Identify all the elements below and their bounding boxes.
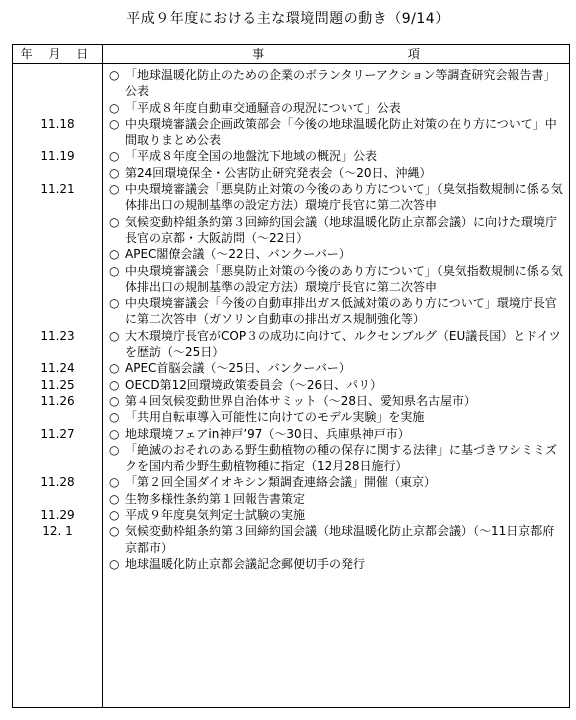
row-event xyxy=(109,426,565,442)
table-row xyxy=(13,556,569,572)
bullet-icon: ○ xyxy=(109,556,120,571)
event-text: 生物多様性条約第１回報告書策定 xyxy=(125,491,306,506)
row-event xyxy=(109,474,565,490)
table-row xyxy=(13,377,569,393)
event-text: 大木環境庁長官がCOP３の成功に向けて、ルクセンブルグ（EU議長国）とドイツを歴訪（〜25日） xyxy=(125,328,561,360)
event-text: 中央環境審議会「今後の自動車排出ガス低減対策のあり方について」環境庁長官に第二次答申（ガソリン自動車の排出ガス規制強化等） xyxy=(125,296,557,327)
header-event: 事 項 xyxy=(252,47,420,61)
row-date: 11.26 xyxy=(40,393,75,408)
bullet-icon: ○ xyxy=(109,149,120,164)
table-body xyxy=(13,64,569,572)
bullet-icon: ○ xyxy=(109,524,120,539)
table-row xyxy=(13,393,569,409)
bullet-icon: ○ xyxy=(109,263,120,278)
table-row xyxy=(13,507,569,523)
row-event xyxy=(109,442,565,475)
table-row xyxy=(13,360,569,376)
event-text: 中央環境審議会「悪臭防止対策の今後のあり方について」（臭気指数規制に係る気体排出口の規制基準の設定方法）環境庁長官に第二次答申 xyxy=(125,182,563,213)
bullet-icon: ○ xyxy=(109,491,120,506)
event-text: 「共用自転車導入可能性に向けてのモデル実験」を実施 xyxy=(125,410,425,425)
header-date: 年 月 日 xyxy=(20,47,95,61)
table-row xyxy=(13,474,569,490)
bullet-icon: ○ xyxy=(109,328,120,343)
event-text: APEC首脳会議（〜25日、バンクーバー） xyxy=(125,361,351,376)
row-date: 11.24 xyxy=(40,361,75,376)
table-row xyxy=(13,116,569,149)
row-event xyxy=(109,491,565,507)
event-text: 気候変動枠組条約第３回締約国会議（地球温暖化防止京都会議）（〜11日京都府京都市） xyxy=(125,524,555,555)
row-date: 11.25 xyxy=(40,377,75,392)
bullet-icon: ○ xyxy=(109,508,120,523)
row-event xyxy=(109,507,565,523)
table-row xyxy=(13,426,569,442)
event-text: 「地球温暖化防止のための企業のボランタリーアクション等調査研究会報告書」公表 xyxy=(125,68,556,99)
table-row xyxy=(13,409,569,425)
row-event xyxy=(109,409,565,425)
event-text: 気候変動枠組条約第３回締約国会議（地球温暖化防止京都会議）に向けた環境庁長官の京都・大阪訪問（〜22日） xyxy=(125,214,558,245)
row-event xyxy=(109,165,565,181)
event-text: APEC閣僚会議（〜22日、バンクーバー） xyxy=(125,247,351,262)
event-text: 「第２回全国ダイオキシン類調査連絡会議」開催（東京） xyxy=(125,475,436,490)
row-date: 11.27 xyxy=(40,426,75,441)
table-row xyxy=(13,328,569,361)
row-event xyxy=(109,377,565,393)
bullet-icon: ○ xyxy=(109,475,120,490)
table-row xyxy=(13,100,569,116)
table-row xyxy=(13,263,569,296)
row-date: 11.21 xyxy=(40,182,75,197)
row-event xyxy=(109,556,565,572)
row-event xyxy=(109,523,565,556)
bullet-icon: ○ xyxy=(109,247,120,262)
row-event xyxy=(109,214,565,247)
row-event xyxy=(109,181,565,214)
row-event xyxy=(109,263,565,296)
event-text: 地球温暖化防止京都会議記念郵便切手の発行 xyxy=(125,556,366,571)
table-row xyxy=(13,214,569,247)
bullet-icon: ○ xyxy=(109,100,120,115)
row-date: 11.23 xyxy=(40,328,75,343)
bullet-icon: ○ xyxy=(109,296,120,311)
event-text: 中央環境審議会「悪臭防止対策の今後のあり方について」（臭気指数規制に係る気体排出口の規制基準の設定方法）環境庁長官に第二次答申 xyxy=(125,263,563,294)
bullet-icon: ○ xyxy=(109,182,120,197)
bullet-icon: ○ xyxy=(109,165,120,180)
event-text: OECD第12回環境政策委員会（〜26日、パリ） xyxy=(125,377,383,392)
row-event xyxy=(109,148,565,164)
row-event xyxy=(109,100,565,116)
row-event xyxy=(109,328,565,361)
bullet-icon: ○ xyxy=(109,442,120,457)
row-event xyxy=(109,393,565,409)
table-row xyxy=(13,165,569,181)
table-row xyxy=(13,148,569,164)
table-row xyxy=(13,523,569,556)
row-event xyxy=(109,295,565,328)
table-row xyxy=(13,246,569,262)
bullet-icon: ○ xyxy=(109,393,120,408)
table-row xyxy=(13,491,569,507)
bullet-icon: ○ xyxy=(109,410,120,425)
event-text: 中央環境審議会企画政策部会「今後の地球温暖化防止対策の在り方について」中間取りまとめ公表 xyxy=(125,116,557,148)
row-event xyxy=(109,360,565,376)
row-date: 11.28 xyxy=(40,475,75,490)
event-text: 第４回気候変動世界自治体サミット（〜28日、愛知県名古屋市） xyxy=(125,393,477,408)
row-date: 12. 1 xyxy=(42,524,73,539)
bullet-icon: ○ xyxy=(109,426,120,441)
row-event xyxy=(109,246,565,262)
row-date: 11.18 xyxy=(40,116,75,131)
event-text: 地球環境フェアin神戸’97（〜30日、兵庫県神戸市） xyxy=(125,426,410,441)
bullet-icon: ○ xyxy=(109,214,120,229)
event-text: 「絶滅のおそれのある野生動植物の種の保存に関する法律」に基づきワシミミズクを国内希少野生動植物種に指定（12月28日施行） xyxy=(125,442,558,474)
bullet-icon: ○ xyxy=(109,68,120,82)
row-date: 11.29 xyxy=(40,508,75,523)
bullet-icon: ○ xyxy=(109,361,120,376)
event-text: 平成９年度臭気判定士試験の実施 xyxy=(125,508,306,523)
bullet-icon: ○ xyxy=(109,116,120,131)
bullet-icon: ○ xyxy=(109,377,120,392)
row-date: 11.19 xyxy=(40,149,75,164)
table-row xyxy=(13,181,569,214)
page-title: 平成９年度における主な環境問題の動き（9/14） xyxy=(126,11,450,27)
event-text: 「平成８年度自動車交通騒音の現況について」公表 xyxy=(125,100,401,115)
table-header xyxy=(13,45,569,64)
event-text: 第24回環境保全・公害防止研究発表会（〜20日、沖縄） xyxy=(125,165,432,180)
row-event xyxy=(109,67,565,100)
event-text: 「平成８年度全国の地盤沈下地域の概況」公表 xyxy=(125,149,378,164)
table-row xyxy=(13,295,569,328)
events-table xyxy=(12,44,570,708)
table-row xyxy=(13,442,569,475)
table-row xyxy=(13,67,569,100)
row-event xyxy=(109,116,565,149)
